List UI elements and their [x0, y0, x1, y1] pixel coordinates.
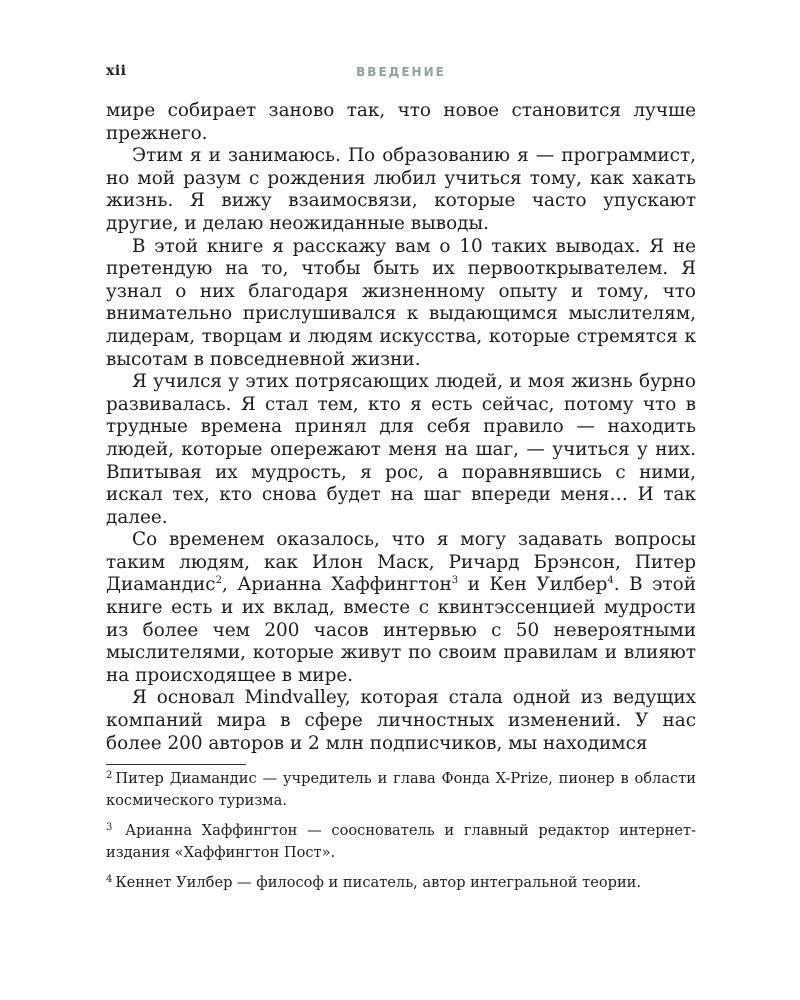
footnote-2: [106, 768, 696, 812]
paragraph-4: Я учился у этих потрясающих людей, и моя жизнь бурно развивалась. Я стал тем, кто я есть сейчас, потому что в трудные времена принял для себя правило — находить людей, которые опережают меня на шаг, — учиться у них. Впитывая их мудрость, я рос, а поравнявшись с ними, искал тех, кто снова будет на шаг впереди меня… И так далее.: [106, 371, 696, 528]
footnote-ref-4[interactable]: 4: [607, 575, 614, 587]
book-page: [106, 0, 696, 1000]
paragraph-5-part-b: , Арианна Хаффингтон: [221, 574, 452, 596]
paragraph-2: Этим я и занимаюсь. По образованию я — программист, но мой разум с рождения любил учиться тому, как хакать жизнь. Я вижу взаимосвязи, которые часто упускают другие, и делаю неожиданные выводы.: [106, 145, 696, 234]
footnote-4: [106, 872, 696, 894]
footnotes: [106, 768, 696, 902]
footnote-text: Питер Диамандис — учредитель и глава Фонда X-Prize, пионер в области космического туризма.: [106, 770, 696, 809]
footnote-number: 3: [106, 822, 113, 833]
paragraph-5-part-d: . В этой книге есть и их вклад, вместе с квинтэссенцией мудрости из более чем 200 часов интервью с 50 невероятными мыслителями, которые живут по своим правилам и влияют на происходящее в мире.: [106, 574, 696, 686]
footnote-number: 2: [106, 770, 113, 781]
section-title: ВВЕДЕНИЕ: [356, 65, 446, 79]
paragraph-6: Я основал Mindvalley, которая стала одной из ведущих компаний мира в сфере личностных изменений. У нас более 200 авторов и 2 млн подписчиков, мы находимся: [106, 687, 696, 754]
running-head: [106, 63, 696, 83]
footnote-ref-2[interactable]: 2: [215, 575, 222, 587]
footnote-3: [106, 820, 696, 864]
paragraph-5-part-c: и Кен Уилбер: [458, 574, 608, 596]
footnote-text: Кеннет Уилбер — философ и писатель, автор интегральной теории.: [115, 874, 642, 891]
page-number: xii: [106, 63, 127, 79]
paragraph-3: В этой книге я расскажу вам о 10 таких выводах. Я не претендую на то, чтобы быть их первооткрывателем. Я узнал о них благодаря жизненному опыту и тому, что внимательно прислушивался к выдающимся мыслителям, лидерам, творцам и людям искусства, которые стремятся к высотам в повседневной жизни.: [106, 235, 696, 370]
footnote-number: 4: [106, 874, 113, 885]
paragraph-5: [106, 529, 696, 687]
paragraph-5-part-a: Со временем оказалось, что я могу задавать вопросы таким людям, как Илон Маск, Ричард Брэнсон, Питер Диамандис: [106, 529, 696, 596]
body-text: [106, 100, 696, 755]
footnote-divider: [106, 764, 246, 765]
paragraph-1: мире собирает заново так, что новое становится лучше прежнего.: [106, 100, 696, 144]
footnote-ref-3[interactable]: 3: [451, 575, 459, 587]
footnote-text: Арианна Хаффингтон — сооснователь и главный редактор интернет-издания «Хаффингтон Пост».: [106, 822, 697, 861]
